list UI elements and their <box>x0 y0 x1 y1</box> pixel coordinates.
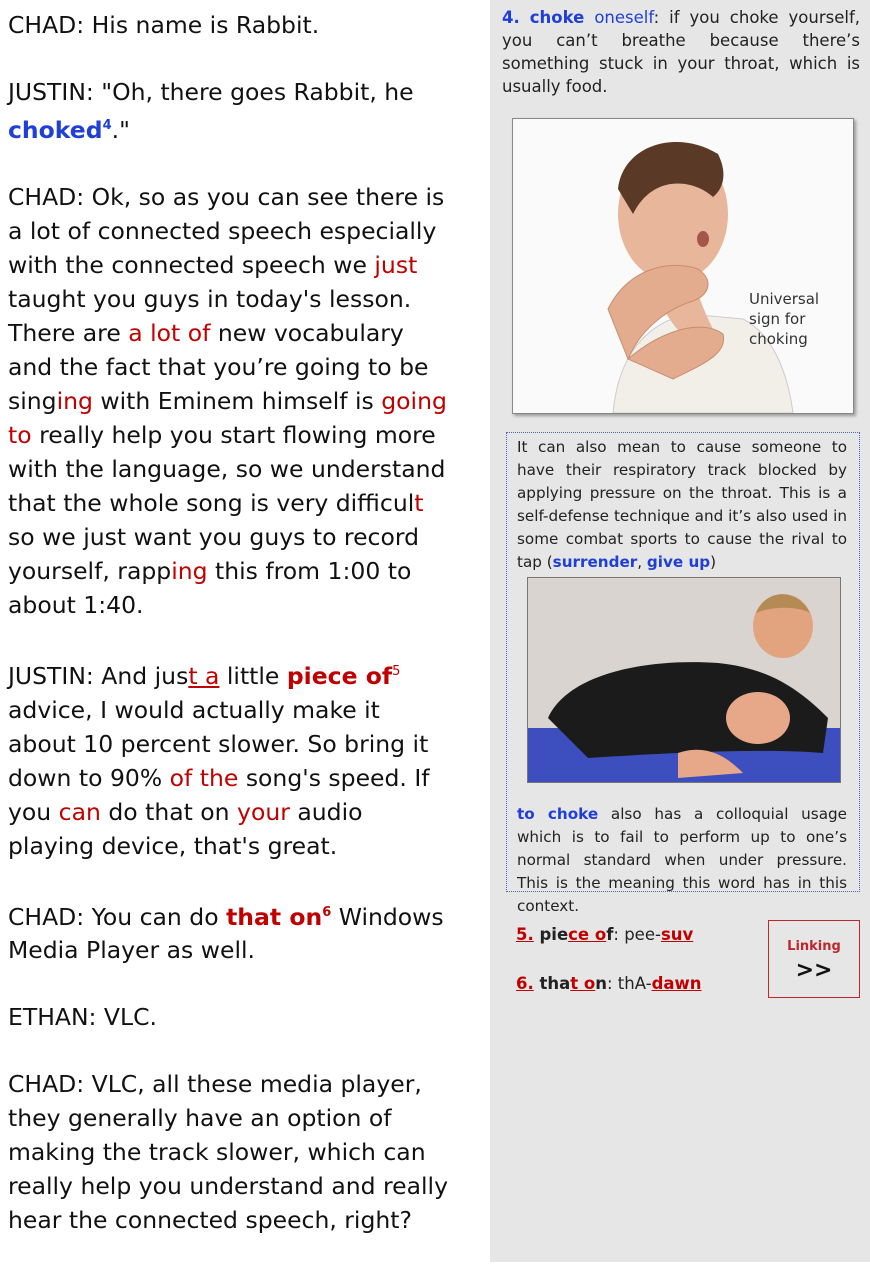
vocab6-c: : thA- <box>606 974 652 993</box>
paragraph-6 <box>8 1000 448 1034</box>
vocab6-d: dawn <box>651 974 702 993</box>
wrestling-image <box>528 578 840 782</box>
paragraph-2 <box>8 75 448 147</box>
p4-s3: advice, I would actually make it about 10 percent slower. So bring it down to 90% <box>8 695 429 792</box>
p3-s4: with Eminem himself is <box>92 386 382 415</box>
vocab5-d: suv <box>660 925 694 944</box>
p3-r5: t <box>414 488 424 517</box>
box-text-1 <box>517 436 847 574</box>
p3-r1: just <box>374 250 418 279</box>
paragraph-1 <box>8 8 448 42</box>
p3-r4: going to <box>8 386 447 449</box>
paragraph-7 <box>8 1067 448 1237</box>
linking-arrow-icon: >> <box>795 958 833 983</box>
box-t2-term: to choke <box>517 805 599 823</box>
vocab6-a: tha <box>533 974 571 993</box>
linking-button[interactable] <box>768 920 860 998</box>
linking-label: Linking <box>787 939 841 954</box>
box-sep: , <box>637 553 647 571</box>
def4-term2: oneself <box>594 8 654 27</box>
p3-s7: this from 1:00 to about 1:40. <box>8 556 412 619</box>
vocab5-a: pie <box>533 925 569 944</box>
p5-s2: Windows Media Player as well. <box>8 902 444 965</box>
paragraph-3 <box>8 180 448 622</box>
vocab-6 <box>516 974 702 993</box>
choking-person-image <box>513 119 853 413</box>
p7-text: CHAD: VLC, all these media player, they generally have an option of making the track slower, which can really help you understand and really hear the connected speech, right? <box>8 1070 448 1235</box>
vocab6-number: 6. <box>516 974 534 993</box>
box-t2: also has a colloquial usage which is to fail to perform up to one’s normal standard when under pressure. This is the meaning this word has in this context. <box>517 805 847 915</box>
box-t1: It can also mean to cause someone to have their respiratory track blocked by applying pressure on the throat. This is a self-defense technique and it’s also used in some combat sports to cause the rival to tap ( <box>517 438 847 571</box>
def4-term: choke <box>529 8 585 27</box>
syn-surrender: surrender <box>552 553 638 571</box>
paragraph-4 <box>8 655 448 863</box>
syn-give-up: give up <box>646 553 711 571</box>
def4-body: : if you choke yourself, you can’t breathe because there’s something stuck in your throat, which is usually food. <box>502 8 860 96</box>
p3-s5: really help you start flowing more with the language, so we understand that the whole song is very difficul <box>8 420 446 517</box>
wrestling-photo <box>527 577 841 783</box>
p4-s2: little <box>219 661 287 690</box>
p3-r2: a lot of <box>128 318 211 347</box>
choking-illustration <box>512 118 854 414</box>
box-text-2 <box>517 803 847 918</box>
vocab5-r: ce o <box>568 925 607 944</box>
footnote-4[interactable]: 4 <box>102 118 112 133</box>
vocab-choked[interactable]: choked <box>8 115 103 144</box>
vocab5-b: f <box>606 925 614 944</box>
vocab5-c: : pee- <box>613 925 661 944</box>
p3-s1: CHAD: Ok, so as you can see there is a lot of connected speech especially with the connected speech we <box>8 182 445 279</box>
p4-s1: JUSTIN: And jus <box>8 661 189 690</box>
box-end: ) <box>710 553 717 571</box>
p4-s4: song's speed. If you <box>8 763 430 826</box>
paragraph-5 <box>8 896 448 968</box>
def4-number: 4. <box>502 8 520 27</box>
p3-s3: new vocabulary and the fact that you’re going to be sing <box>8 318 429 415</box>
p3-s2: taught you guys in today's lesson. There are <box>8 284 412 347</box>
footnote-6[interactable]: 6 <box>322 904 332 920</box>
p3-s6: so we just want you guys to record yourself, rapp <box>8 522 419 585</box>
p2-b: ." <box>111 115 130 144</box>
p4-s5: do that on <box>100 797 238 826</box>
transcript <box>8 8 448 1270</box>
p4-r2: of the <box>169 763 239 792</box>
vocab6-r: t o <box>570 974 596 993</box>
vocab-5 <box>516 925 693 944</box>
vocab6-b: n <box>595 974 607 993</box>
vocab5-number: 5. <box>516 925 534 944</box>
p3-r6: ing <box>171 556 208 585</box>
p4-r3: can <box>58 797 101 826</box>
extra-meaning-box <box>506 432 860 915</box>
vocab-that-on[interactable]: that on <box>226 902 323 931</box>
notes-sidebar <box>490 0 870 1262</box>
p6-text: ETHAN: VLC. <box>8 1003 157 1032</box>
p5-s1: CHAD: You can do <box>8 902 227 931</box>
footnote-5[interactable]: 5 <box>392 663 401 679</box>
p2-a: JUSTIN: "Oh, there goes Rabbit, he <box>8 78 414 106</box>
fig1-caption: Universal sign for choking <box>749 290 820 348</box>
vocab-piece-of[interactable]: piece of <box>286 661 393 690</box>
definition-4 <box>502 6 860 98</box>
p1-text: CHAD: His name is Rabbit. <box>8 11 320 39</box>
p4-r1: t a <box>188 661 220 690</box>
p4-s6: audio playing device, that's great. <box>8 797 363 860</box>
p4-r4: your <box>237 797 290 826</box>
p3-r3: ing <box>56 386 93 415</box>
